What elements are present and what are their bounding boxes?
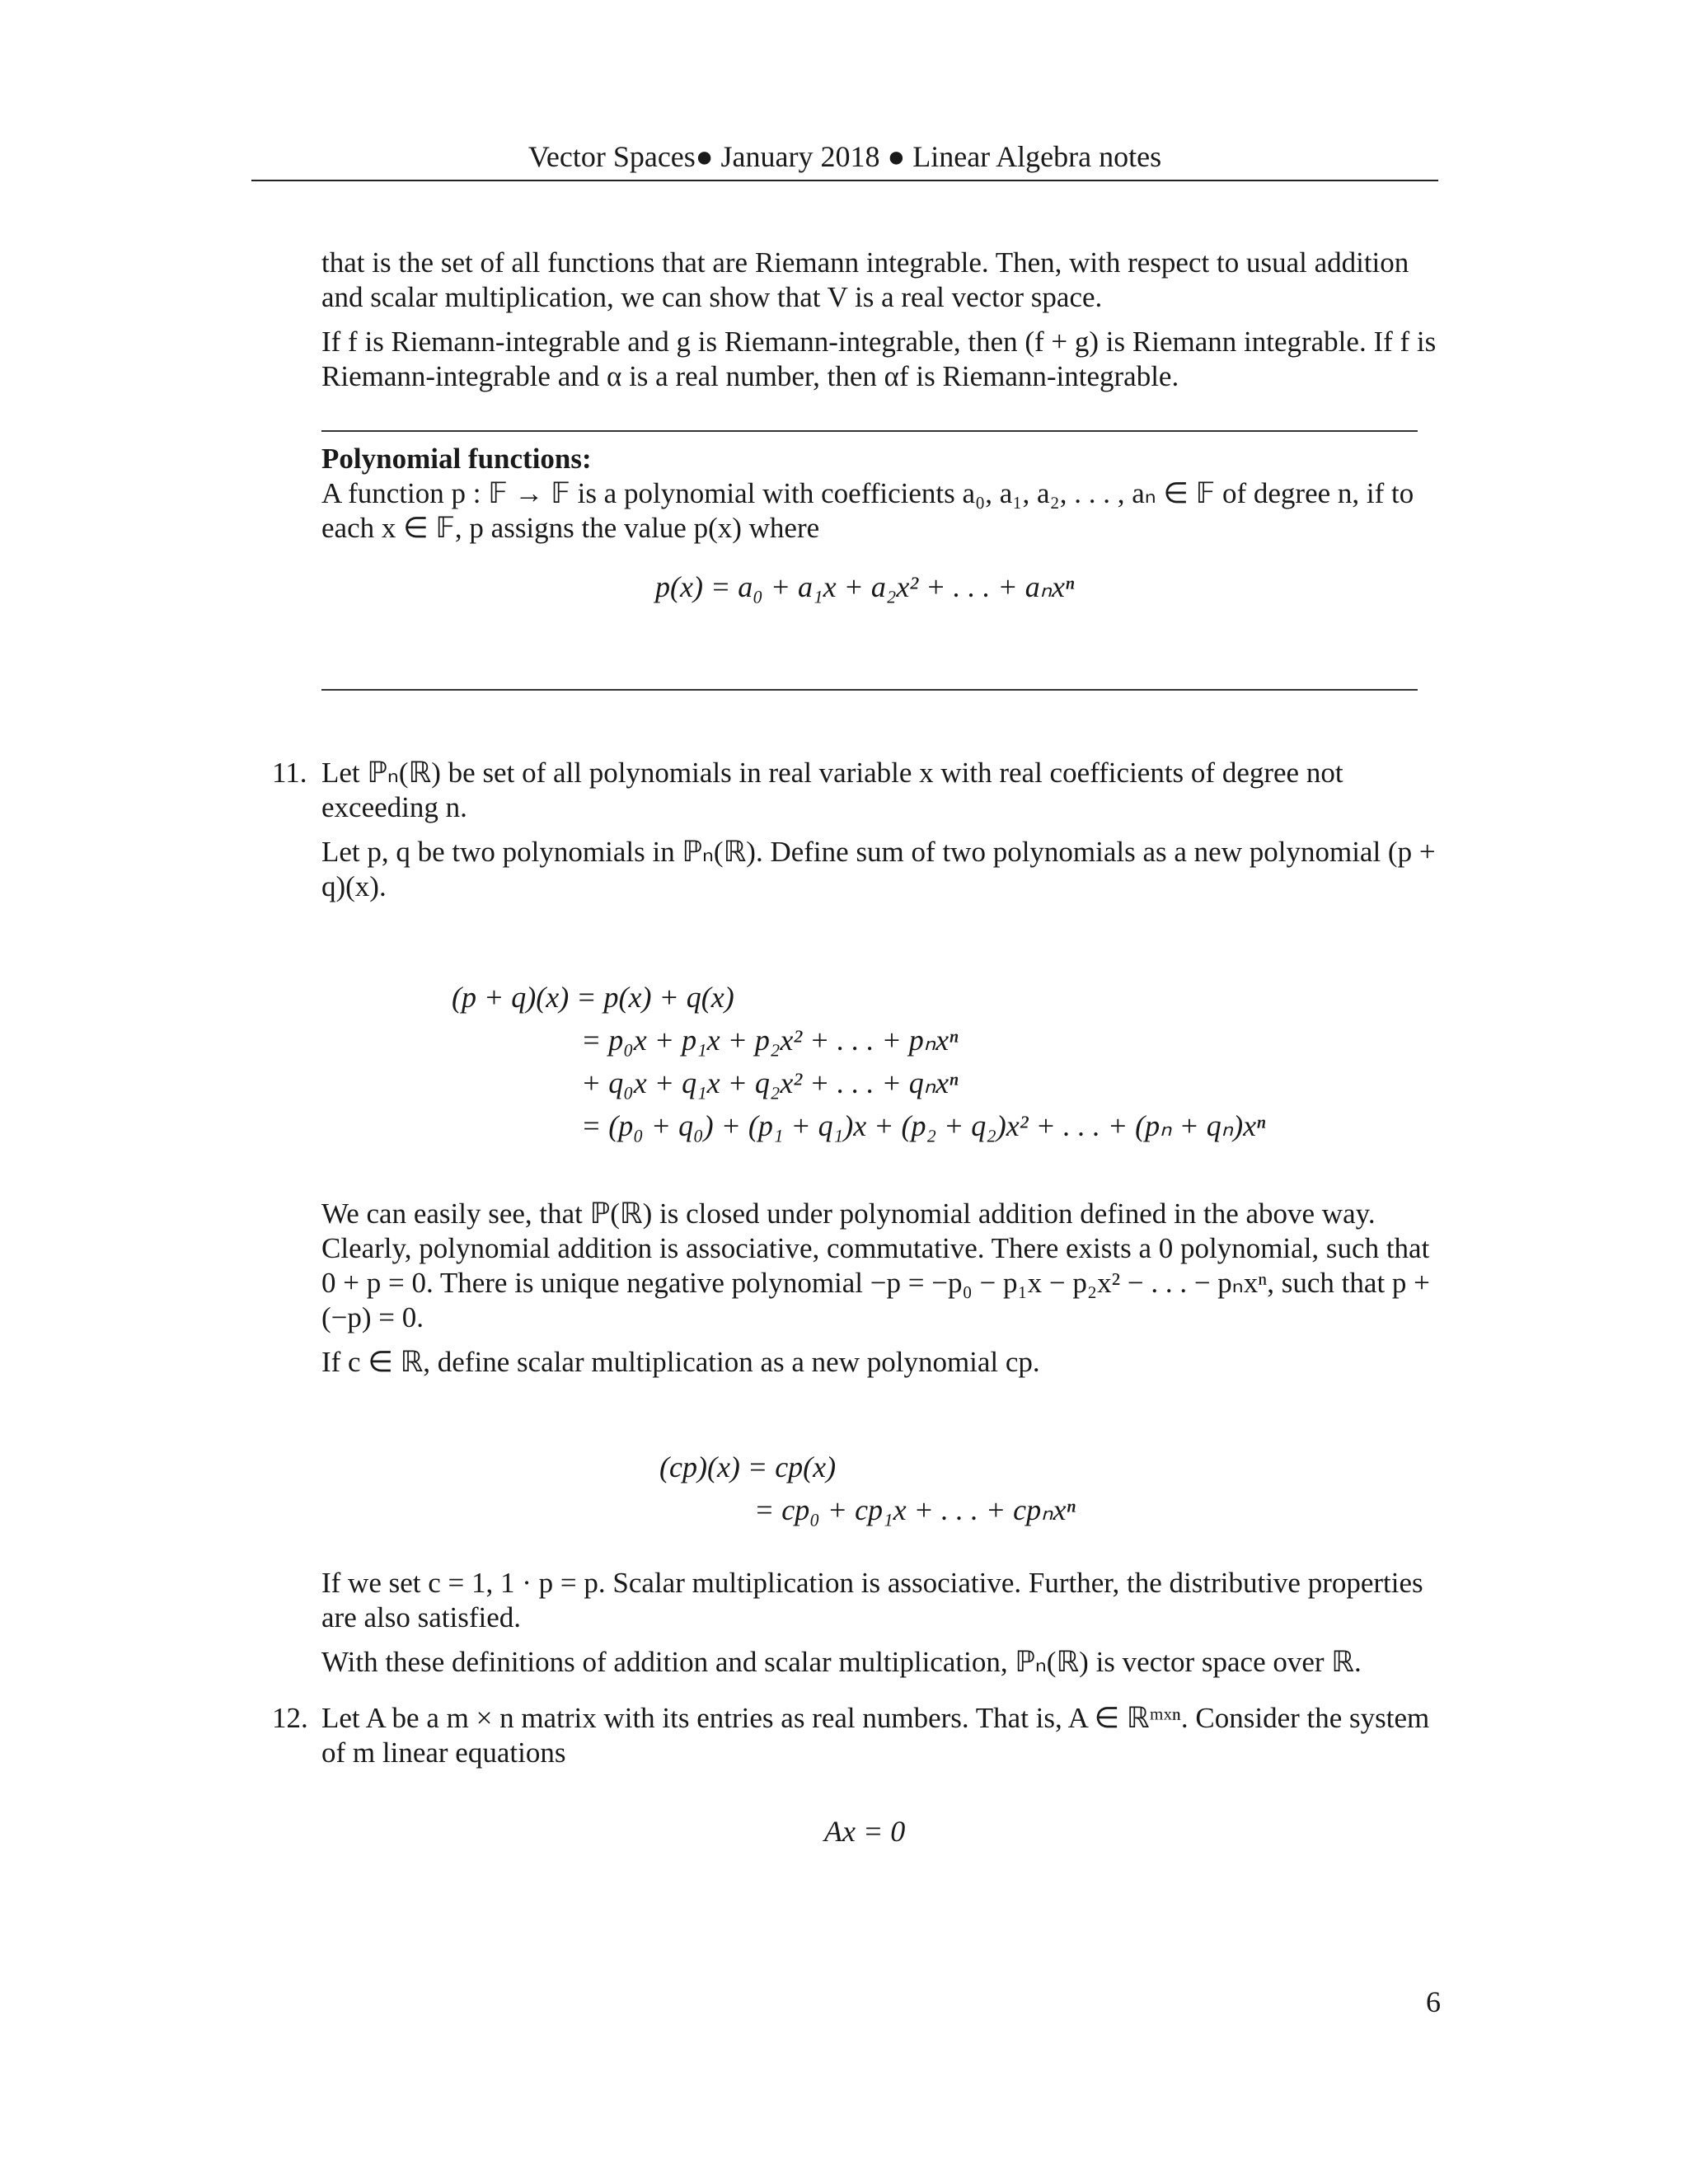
item-11-number: 11. <box>272 757 307 789</box>
polynomial-equation: p(x) = a₀ + a₁x + a₂x² + . . . + aₙxⁿ <box>655 570 1075 603</box>
item-11-text-5: If we set c = 1, 1 · p = p. Scalar multiplication is associative. Further, the distributive properties are also satisfied. <box>321 1567 1423 1633</box>
sum-equation-line-3: + q₀x + q₁x + q₂x² + . . . + qₙxⁿ <box>581 1066 959 1099</box>
intro-text-1: that is the set of all functions that are Riemann integrable. Then, with respect to usual addition and scalar multiplication, we can show that V is a real vector space. <box>321 246 1409 313</box>
item-11-paragraph-3 <box>321 1197 1442 1335</box>
scalar-equation-line-1: (cp)(x) = cp(x) <box>659 1451 837 1483</box>
polynomial-heading: Polynomial functions: <box>321 443 592 475</box>
polynomial-text: A function p : 𝔽 → 𝔽 is a polynomial with coefficients a₀, a₁, a₂, . . . , aₙ ∈ 𝔽 of degree n, if to each x ∈ 𝔽, p assigns the value p(x) where <box>321 477 1414 544</box>
item-11-text-3: We can easily see, that ℙ(ℝ) is closed under polynomial addition defined in the above way. Clearly, polynomial addition is associative, commutative. There exists a 0 polynomial, such that 0 + p = 0. There is unique negative polynomial −p = −p₀ − p₁x − p₂x² − . . . − pₙxⁿ, such that p + (−p) = 0. <box>321 1197 1430 1333</box>
item-11-text-6: With these definitions of addition and scalar multiplication, ℙₙ(ℝ) is vector space over ℝ. <box>321 1646 1362 1678</box>
box-top-rule <box>321 430 1418 432</box>
item-12-paragraph-1 <box>321 1701 1442 1770</box>
sum-equation-line-1: (p + q)(x) = p(x) + q(x) <box>452 981 734 1014</box>
page-number: 6 <box>1426 1985 1441 2018</box>
item-12-text-1: Let A be a m × n matrix with its entries as real numbers. That is, A ∈ ℝᵐˣⁿ. Consider the system of m linear equations <box>321 1702 1430 1769</box>
scalar-equation-line-2: = cp₀ + cp₁x + . . . + cpₙxⁿ <box>754 1493 1076 1526</box>
running-header: Vector Spaces● January 2018 ● Linear Algebra notes <box>528 140 1162 173</box>
item-11-text-4: If c ∈ ℝ, define scalar multiplication as a new polynomial cp. <box>321 1346 1040 1378</box>
box-bottom-rule <box>321 689 1418 691</box>
item-11-paragraph-1 <box>321 756 1442 825</box>
item-11-text-1: Let ℙₙ(ℝ) be set of all polynomials in real variable x with real coefficients of degree not exceeding n. <box>321 757 1343 823</box>
item-11-paragraph-6 <box>321 1645 1442 1680</box>
item-11-paragraph-2 <box>321 835 1442 904</box>
item-11-paragraph-5 <box>321 1566 1442 1635</box>
polynomial-definition <box>321 442 1442 546</box>
sum-equation-line-4: = (p₀ + q₀) + (p₁ + q₁)x + (p₂ + q₂)x² + . . . + (pₙ + qₙ)xⁿ <box>581 1109 1266 1142</box>
item-12-number: 12. <box>272 1702 308 1734</box>
intro-text-2: If f is Riemann-integrable and g is Riemann-integrable, then (f + g) is Riemann integrable. If f is Riemann-integrable and α is a real number, then αf is Riemann-integrable. <box>321 326 1437 392</box>
homogeneous-system-equation: Ax = 0 <box>824 1815 906 1848</box>
intro-paragraph-1 <box>321 246 1442 315</box>
intro-paragraph-2 <box>321 325 1442 394</box>
sum-equation-line-2: = p₀x + p₁x + p₂x² + . . . + pₙxⁿ <box>581 1024 959 1057</box>
item-11-text-2: Let p, q be two polynomials in ℙₙ(ℝ). Define sum of two polynomials as a new polynomial (p + q)(x). <box>321 836 1436 902</box>
item-11-paragraph-4 <box>321 1345 1442 1380</box>
header-rule <box>251 180 1438 181</box>
